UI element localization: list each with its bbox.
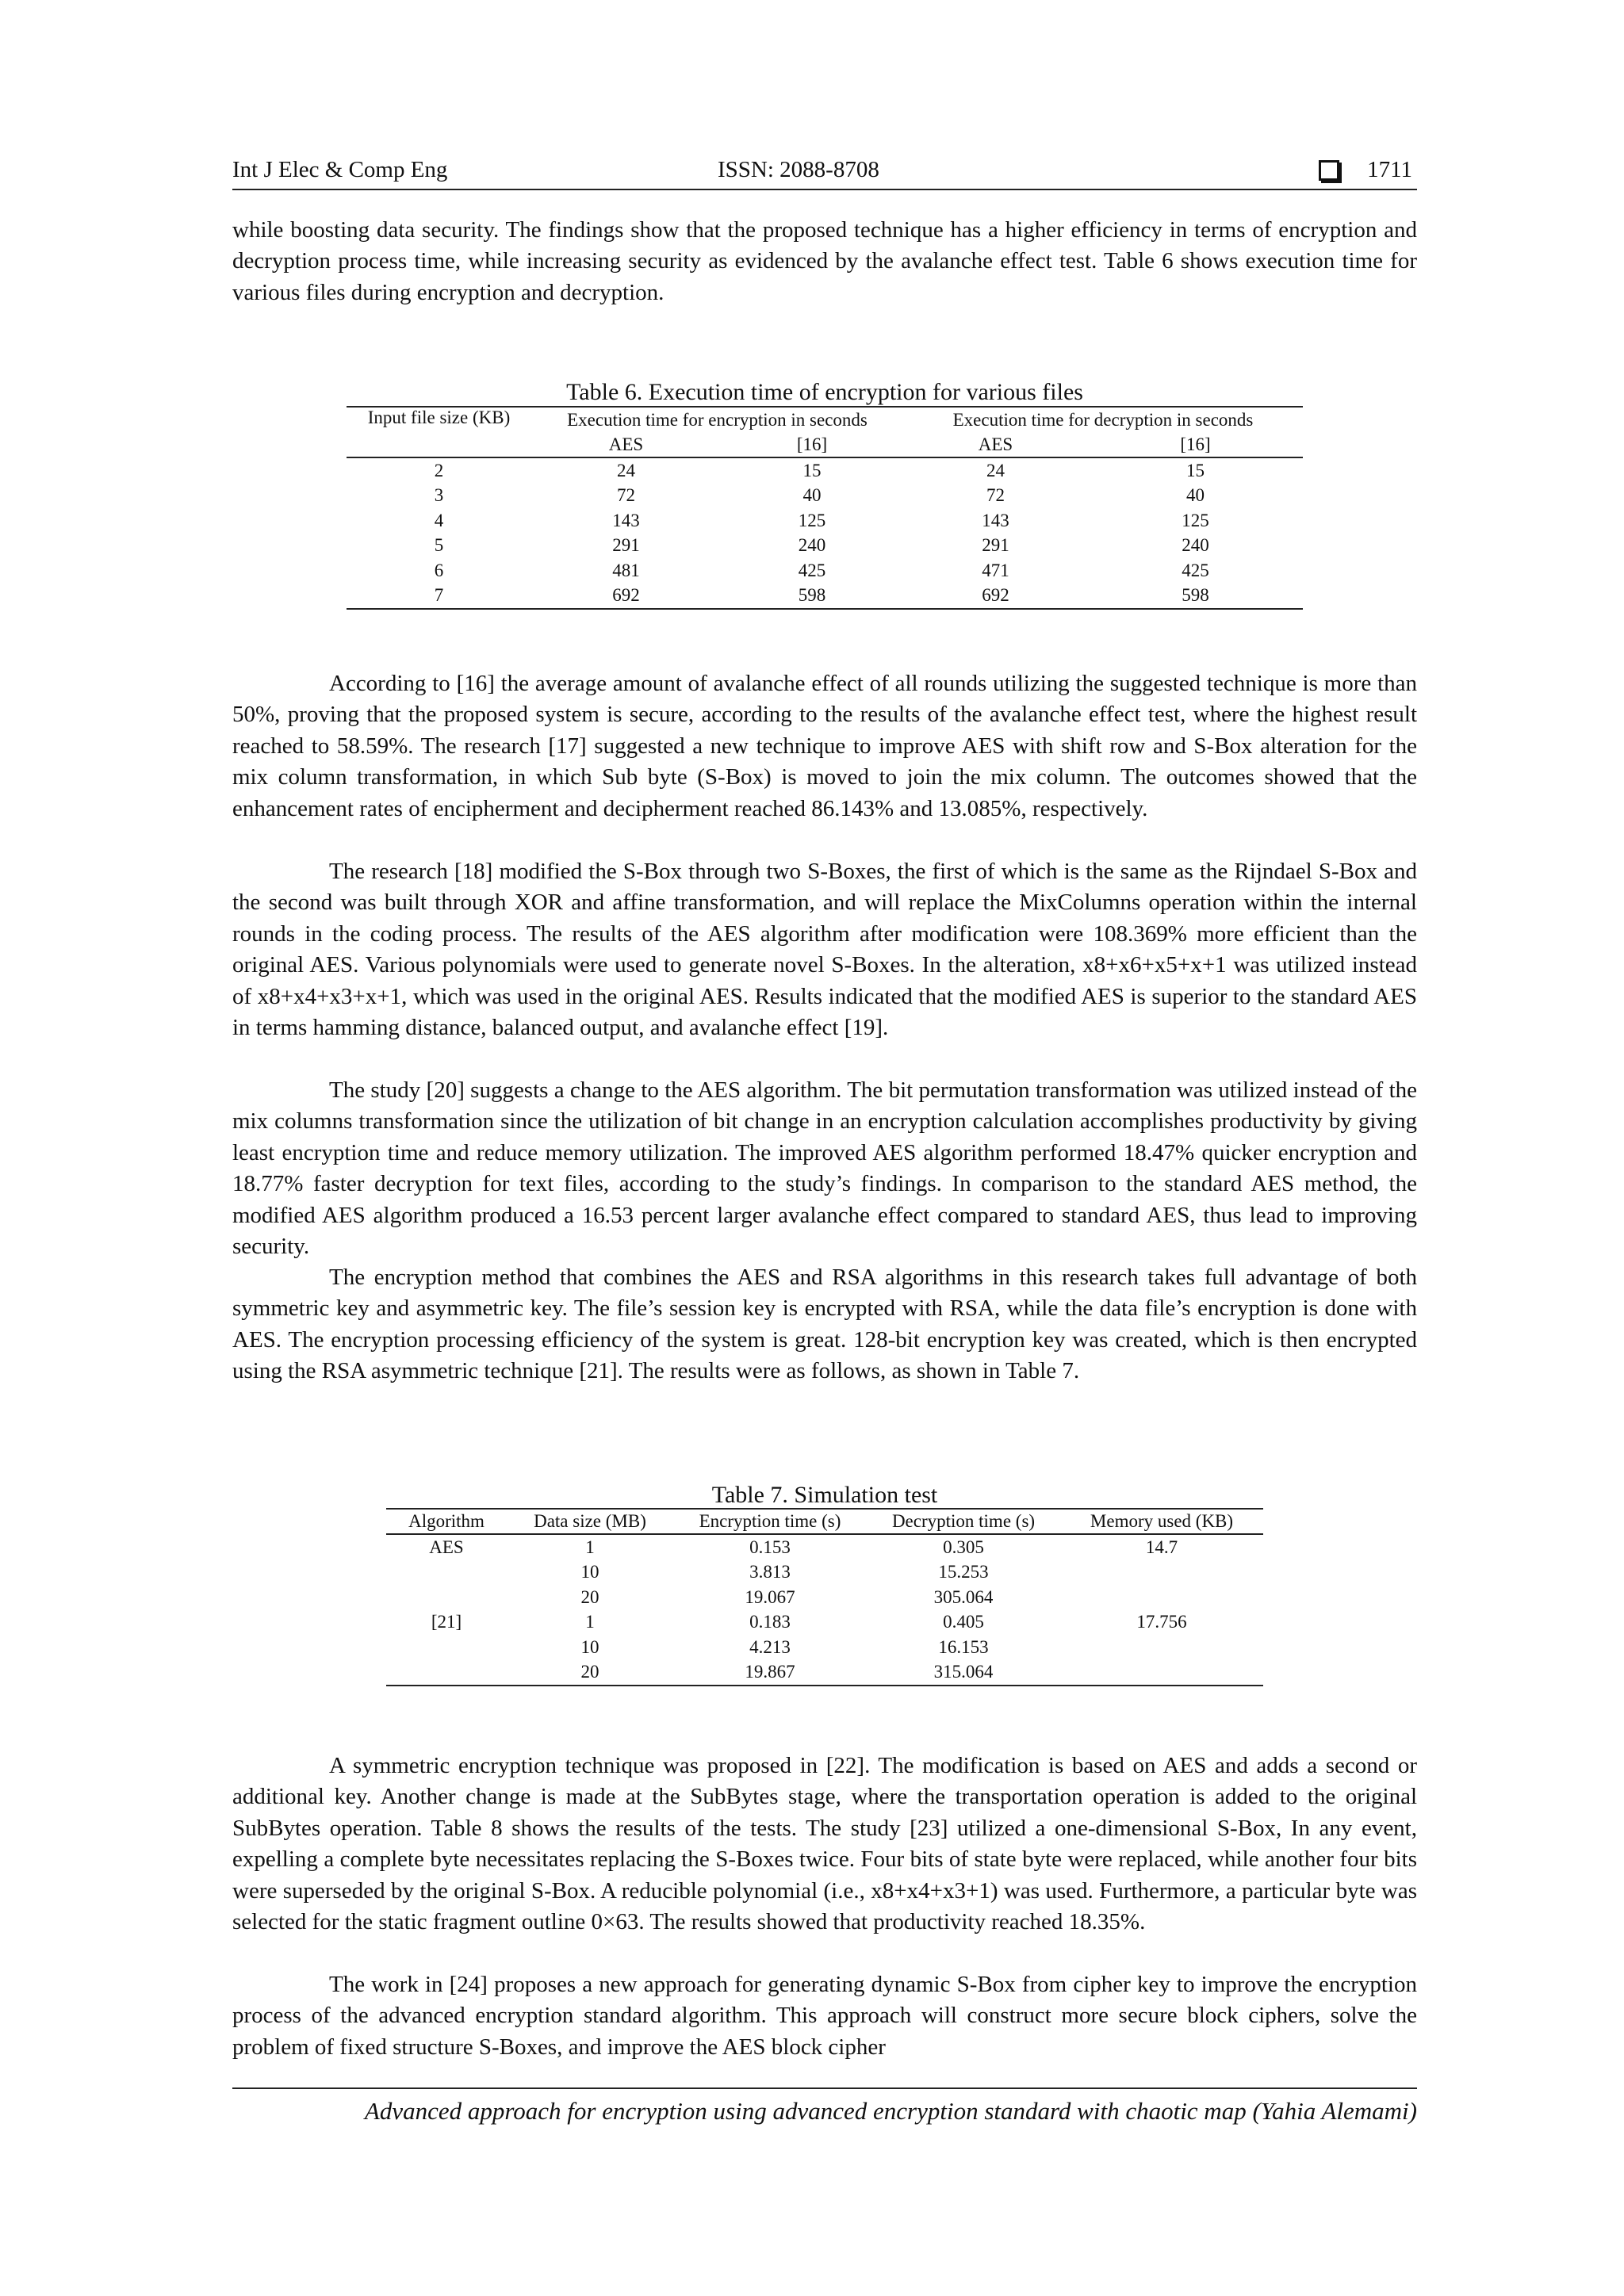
table-6-header-enc-ref: [16] (721, 433, 903, 457)
table-7-cell: 0.305 (943, 1536, 984, 1557)
paragraph-sbox-modification: The research [18] modified the S-Box through two S-Boxes, the first of which is the same as the Rijndael S-Box and the second was built through XOR and affine transformation, and will replace the MixColumns operation within the internal rounds in the coding process. The results of the AES algorithm after modification were 108.369% more efficient than the original AES. Various polynomials were used to generate novel S-Boxes. In the alteration, x8+x6+x5+x+1 was utilized instead of x8+x4+x3+x+1, which was used in the original AES. Results indicated that the modified AES is superior to the standard AES in terms hamming distance, balanced output, and avalanche effect [19]. (232, 859, 1417, 1041)
table-6-cell: 72 (617, 485, 635, 506)
table-6-header-dec-aes: AES (903, 433, 1088, 457)
table-7-cell: [21] (431, 1612, 462, 1632)
table-7-cell (386, 1560, 507, 1586)
table-7-cell: 10 (580, 1636, 599, 1657)
table-6-row (347, 508, 1303, 534)
table-7-cell: 20 (507, 1660, 673, 1686)
table-6-cell: 291 (982, 535, 1009, 556)
table-6-row (347, 484, 1303, 509)
table-7-cell (1060, 1635, 1263, 1660)
table-7-cell: 0.405 (943, 1612, 984, 1632)
table-7-header: Decryption time (s) (867, 1509, 1060, 1534)
table-7-cell: 305.064 (933, 1586, 994, 1607)
table-7-cell: 4.213 (749, 1636, 791, 1657)
table-7-caption: Table 7. Simulation test (711, 1482, 938, 1508)
page-header (232, 154, 1417, 190)
table-6-row (347, 534, 1303, 559)
table-7-row (386, 1534, 1263, 1560)
table-6-cell: 24 (617, 460, 635, 480)
table-6-cell: 6 (434, 560, 444, 580)
table-6-header-input-size: Input file size (KB) (347, 407, 531, 457)
paragraph-aes-rsa: The encryption method that combines the AES and RSA algorithms in this research takes full advantage of both symmetric key and asymmetric key. The file’s session key is encrypted with RSA, while the data file’s encryption is done with AES. The encryption processing efficiency of the system is great. 128-bit encryption key was created, which is then encrypted using the RSA asymmetric technique [21]. The results were as follows, as shown in Table 7. (232, 1265, 1417, 1384)
table-6-header-encryption: Execution time for encryption in seconds (531, 407, 903, 433)
table-7-cell: 20 (580, 1586, 599, 1607)
table-7-row (386, 1610, 1263, 1636)
table-6-cell: 125 (1182, 510, 1209, 530)
table-6-header-decryption: Execution time for decryption in seconds (903, 407, 1303, 433)
table-6-cell: 692 (531, 584, 721, 610)
table-7-cell: 19.867 (673, 1660, 867, 1686)
table-6-cell: 125 (798, 510, 826, 530)
table-7-header: Memory used (KB) (1060, 1509, 1263, 1534)
table-7-cell: 17.756 (1136, 1612, 1187, 1632)
table-7-cell (386, 1660, 507, 1686)
table-6-cell: 143 (982, 510, 1009, 530)
table-6-row (347, 457, 1303, 484)
table-7-cell (386, 1635, 507, 1660)
table-7-cell: AES (429, 1536, 464, 1557)
table-7-cell: 0.183 (749, 1612, 791, 1632)
table-6-row (347, 584, 1303, 610)
table-6-row (347, 558, 1303, 584)
table-6-cell: 4 (434, 510, 444, 530)
table-6-cell: 5 (434, 535, 444, 556)
table-7-cell: 10 (580, 1562, 599, 1582)
table-6-cell: 7 (347, 584, 531, 610)
table-7-cell: 315.064 (867, 1660, 1060, 1686)
table-7-cell: 16.153 (938, 1636, 989, 1657)
table-7-row (386, 1585, 1263, 1610)
table-7-header: Algorithm (386, 1509, 507, 1534)
table-6-cell: 40 (802, 485, 822, 506)
table-7-cell (386, 1585, 507, 1610)
table-6-cell: 2 (434, 460, 444, 480)
table-6-cell: 240 (798, 535, 826, 556)
table-6-cell: 598 (1088, 584, 1303, 610)
square-icon (1319, 160, 1339, 181)
table-6-cell: 143 (612, 510, 640, 530)
table-6-header-enc-aes: AES (531, 433, 721, 457)
table-6-cell: 15 (1186, 460, 1205, 480)
issn-label: ISSN: 2088-8708 (718, 157, 879, 182)
table-6-cell: 425 (1182, 560, 1209, 580)
table-7-row (386, 1635, 1263, 1660)
table-6-cell: 24 (986, 460, 1005, 480)
paragraph-avalanche: According to [16] the average amount of avalanche effect of all rounds utilizing the suggested technique is more than 50%, proving that the proposed system is secure, according to the results of the avalanche effect test, where the highest result reached to 58.59%. The research [17] suggested a new technique to improve AES with shift row and S-Box alteration for the mix column transformation, in which Sub byte (S-Box) is moved to join the mix column. The outcomes showed that the enhancement rates of encipherment and decipherment reached 86.143% and 13.085%, respectively. (232, 671, 1417, 821)
table-6 (347, 406, 1303, 610)
paragraph-intro: while boosting data security. The findings show that the proposed technique has a higher efficiency in terms of encryption and decryption process time, while increasing security as evidenced by the avalanche effect test. Table 6 shows execution time for various files during encryption and decryption. (232, 217, 1417, 305)
table-7-row (386, 1660, 1263, 1686)
table-6-header-dec-ref: [16] (1088, 433, 1303, 457)
table-7-row (386, 1560, 1263, 1586)
table-7-cell (1060, 1560, 1263, 1586)
table-7-cell: 15.253 (938, 1562, 989, 1582)
table-6-cell: 72 (986, 485, 1005, 506)
table-6-cell: 425 (798, 560, 826, 580)
page-footer: Advanced approach for encryption using advanced encryption standard with chaotic map (Yahia Alemami) (232, 2087, 1417, 2126)
table-7-cell: 3.813 (749, 1562, 791, 1582)
table-6-cell: 471 (982, 560, 1009, 580)
table-6-caption: Table 6. Execution time of encryption for various files (566, 379, 1083, 405)
paragraph-dynamic-sbox: The work in [24] proposes a new approach for generating dynamic S-Box from cipher key to improve the encryption process of the advanced encryption standard algorithm. This approach will construct more secure block ciphers, solve the problem of fixed structure S-Boxes, and improve the AES block cipher (232, 1972, 1417, 2060)
table-6-cell: 15 (802, 460, 822, 480)
table-6-cell: 692 (903, 584, 1088, 610)
table-7-cell (1060, 1585, 1263, 1610)
paragraph-symmetric: A symmetric encryption technique was proposed in [22]. The modification is based on AES and adds a second or additional key. Another change is made at the SubBytes stage, where the transportation operation is added to the original SubBytes operation. Table 8 shows the results of the tests. The study [23] utilized a one-dimensional S-Box, In any event, expelling a complete byte necessitates replacing the S-Boxes twice. Four bits of state byte were replaced, while another four bits were superseded by the original S-Box. A reducible polynomial (i.e., x8+x4+x3+1) was used. Furthermore, a particular byte was selected for the static fragment outline 0×63. The results showed that productivity reached 18.35%. (232, 1753, 1417, 1935)
table-7-cell: 1 (585, 1536, 595, 1557)
paragraph-bit-permutation: The study [20] suggests a change to the AES algorithm. The bit permutation transformation was utilized instead of the mix columns transformation since the utilization of bit change in an encryption calculation accomplishes productivity by giving least encryption time and reduce memory utilization. The improved AES algorithm performed 18.47% quicker encryption and 18.77% faster decryption for text files, according to the study’s findings. In comparison to the standard AES method, the modified AES algorithm produced a 16.53 percent larger avalanche effect compared to standard AES, thus lead to improving security. (232, 1077, 1417, 1260)
journal-name: Int J Elec & Comp Eng (232, 157, 448, 182)
table-7-cell: 0.153 (749, 1536, 791, 1557)
table-6-cell: 40 (1186, 485, 1205, 506)
page-number: 1711 (1367, 157, 1412, 182)
table-6-cell: 3 (434, 485, 444, 506)
table-6-cell: 291 (612, 535, 640, 556)
table-7-header: Data size (MB) (507, 1509, 673, 1534)
table-7-header: Encryption time (s) (673, 1509, 867, 1534)
table-6-cell: 240 (1182, 535, 1209, 556)
table-7 (386, 1508, 1263, 1686)
table-7-cell (1060, 1660, 1263, 1686)
table-7-cell: 14.7 (1145, 1536, 1178, 1557)
table-6-cell: 481 (612, 560, 640, 580)
table-6-cell: 598 (721, 584, 903, 610)
table-7-cell: 19.067 (745, 1586, 795, 1607)
table-7-cell: 1 (585, 1612, 595, 1632)
